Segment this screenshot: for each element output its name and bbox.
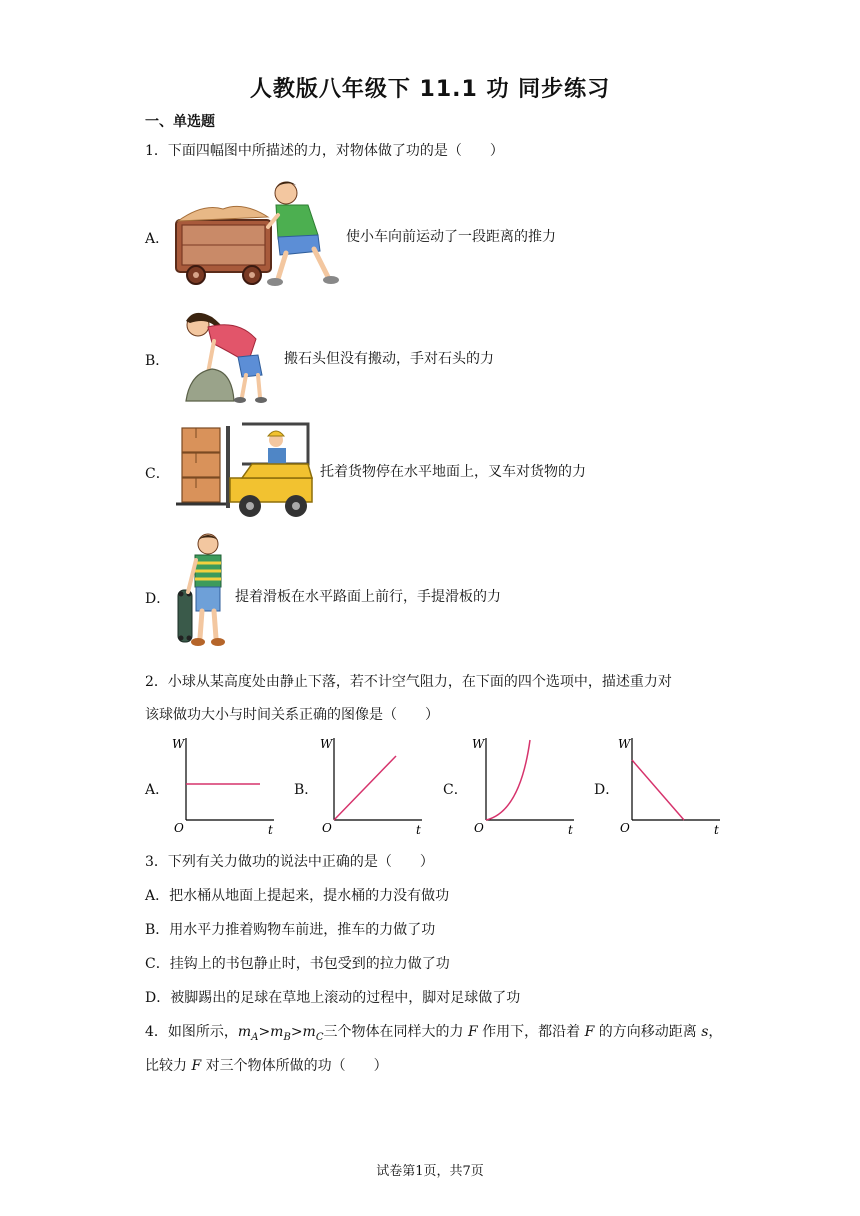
q1-option-b-letter: B．: [145, 353, 170, 369]
q3-option-a: A．把水桶从地面上提起来，提水桶的力没有做功: [145, 888, 450, 904]
graph-d-origin: O: [620, 821, 630, 835]
graph-c-xlabel: t: [568, 823, 573, 836]
graph-b-origin: O: [322, 821, 332, 835]
graph-b-curve: [334, 756, 396, 820]
q1-option-d-letter: D．: [145, 591, 171, 607]
graph-d-xlabel: t: [714, 823, 719, 836]
graph-a-ylabel: W: [172, 737, 185, 751]
page-footer: 试卷第1页，共7页: [376, 1164, 484, 1179]
page-title: 人教版八年级下 11.1 功 同步练习: [249, 77, 611, 102]
question-3-stem: 3．下列有关力做功的说法中正确的是（ ）: [145, 854, 434, 870]
q1-option-a-letter: A．: [145, 231, 170, 247]
graph-b-ylabel: W: [320, 737, 333, 751]
q3-option-d: D．被脚踢出的足球在草地上滚动的过程中，脚对足球做了功: [145, 990, 521, 1006]
graph-a-origin: O: [174, 821, 184, 835]
graph-a: [168, 732, 278, 836]
graph-d-ylabel: W: [618, 737, 631, 751]
question-2-stem-line2: 该球做功大小与时间关系正确的图像是（ ）: [145, 707, 439, 723]
q2-option-a-letter: A．: [145, 782, 170, 798]
graph-d-curve: [632, 760, 684, 820]
graph-c: [468, 732, 578, 836]
question-4-stem-line2: 比较力 F 对三个物体所做的功（ ）: [145, 1058, 388, 1074]
question-2-stem-line1: 2．小球从某高度处由静止下落，若不计空气阻力，在下面的四个选项中，描述重力对: [145, 674, 672, 690]
question-1-stem: 1．下面四幅图中所描述的力，对物体做了功的是（ ）: [145, 143, 504, 159]
q1-option-a-text: 使小车向前运动了一段距离的推力: [346, 229, 556, 245]
graph-c-curve: [486, 740, 530, 820]
q3-option-b: B．用水平力推着购物车前进，推车的力做了功: [145, 922, 436, 938]
q1-option-b-text: 搬石头但没有搬动，手对石头的力: [284, 351, 494, 367]
q2-option-c-letter: C．: [443, 782, 468, 798]
q1-option-c-letter: C．: [145, 466, 170, 482]
graph-b: [316, 732, 426, 836]
forklift-with-boxes-icon: [172, 418, 317, 520]
boy-pushing-cart-icon: [168, 175, 343, 290]
q1-option-c-text: 托着货物停在水平地面上，叉车对货物的力: [320, 464, 586, 480]
graph-a-xlabel: t: [268, 823, 273, 836]
graph-b-xlabel: t: [416, 823, 421, 836]
graph-d: [614, 732, 724, 836]
q2-option-b-letter: B．: [294, 782, 319, 798]
section-heading: 一、单选题: [145, 114, 215, 130]
q1-option-d-text: 提着滑板在水平路面上前行，手提滑板的力: [235, 589, 501, 605]
boy-carrying-skateboard-icon: [170, 530, 232, 652]
graph-c-origin: O: [474, 821, 484, 835]
graph-c-ylabel: W: [472, 737, 485, 751]
q3-option-c: C．挂钩上的书包静止时，书包受到的拉力做了功: [145, 956, 450, 972]
question-4-stem-line1: 4．如图所示，$m_A>m_B>m_C$三个物体在同样大的力 F 作用下，都沿着 F 的方向移动距离 s，: [145, 1024, 723, 1043]
girl-lifting-rock-icon: [168, 305, 278, 405]
q2-option-d-letter: D．: [594, 782, 620, 798]
